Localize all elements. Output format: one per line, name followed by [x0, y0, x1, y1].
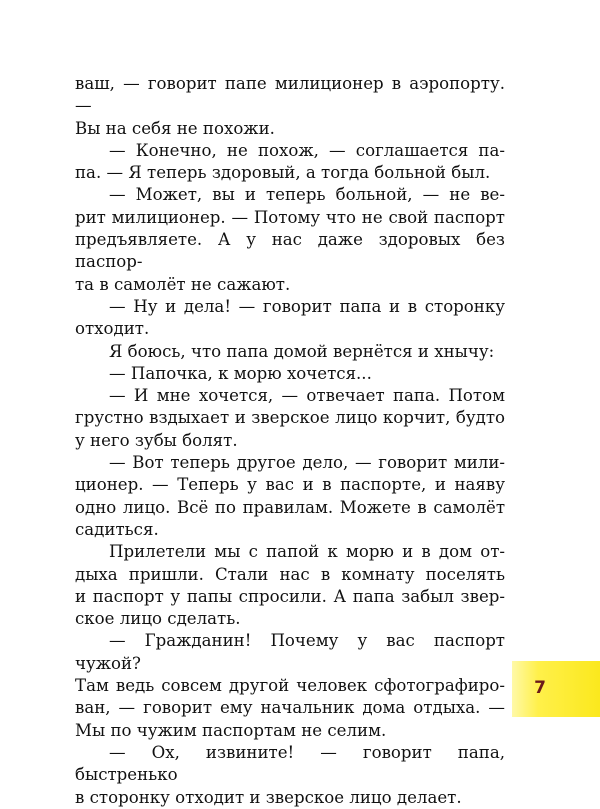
text-line: ван, — говорит ему начальник дома отдыха. — — [75, 698, 505, 718]
text-line: предъявляете. А у нас даже здоровых без паспор- — [75, 230, 505, 272]
text-line: — Ох, извините! — говорит папа, быстренько — [75, 742, 505, 785]
text-line: — И мне хочется, — отвечает папа. Потом — [109, 386, 505, 406]
text-line: Мы по чужим паспортам не селим. — [75, 720, 387, 740]
text-line: в сторонку отходит и зверское лицо делает. — [75, 787, 462, 807]
text-line: та в самолёт не сажают. — [75, 274, 291, 294]
text-line: грустно вздыхает и зверское лицо корчит, будто — [75, 408, 505, 428]
text-line: одно лицо. Всё по правилам. Можете в самолёт — [75, 497, 505, 517]
text-line: Вы на себя не похожи. — [75, 118, 275, 138]
text-line: садиться. — [75, 519, 159, 539]
text-line: ционер. — Теперь у вас и в паспорте, и наяву — [75, 475, 505, 495]
text-line: па. — Я теперь здоровый, а тогда больной был. — [75, 163, 491, 183]
text-line: ское лицо сделать. — [75, 609, 241, 629]
text-line: ваш, — говорит папе милиционер в аэропорту. — — [75, 74, 505, 116]
text-line: — Ну и дела! — говорит папа и в сторонку — [109, 296, 505, 316]
text-line: отходит. — [75, 319, 150, 339]
text-line: — Конечно, не похож, — соглашается па- — [109, 140, 505, 160]
page-number: 7 — [534, 678, 546, 698]
text-line: дыха пришли. Стали нас в комнату поселять — [75, 564, 505, 584]
text-line: Там ведь совсем другой человек сфотографиро- — [75, 676, 505, 696]
text-line: — Вот теперь другое дело, — говорит мили- — [109, 453, 505, 473]
page-number-tab — [512, 661, 600, 717]
text-line: рит милиционер. — Потому что не свой паспорт — [75, 207, 505, 227]
text-line: — Может, вы и теперь больной, — не ве- — [109, 185, 505, 205]
text-line: у него зубы болят. — [75, 430, 238, 450]
text-line: Я боюсь, что папа домой вернётся и хнычу: — [109, 341, 495, 361]
text-line: Прилетели мы с папой к морю и в дом от- — [109, 542, 505, 562]
story-text — [75, 73, 505, 809]
text-line: — Гражданин! Почему у вас паспорт чужой? — [75, 631, 505, 673]
text-line: — Папочка, к морю хочется... — [109, 363, 372, 383]
text-line: и паспорт у папы спросили. А папа забыл звер- — [75, 586, 505, 606]
